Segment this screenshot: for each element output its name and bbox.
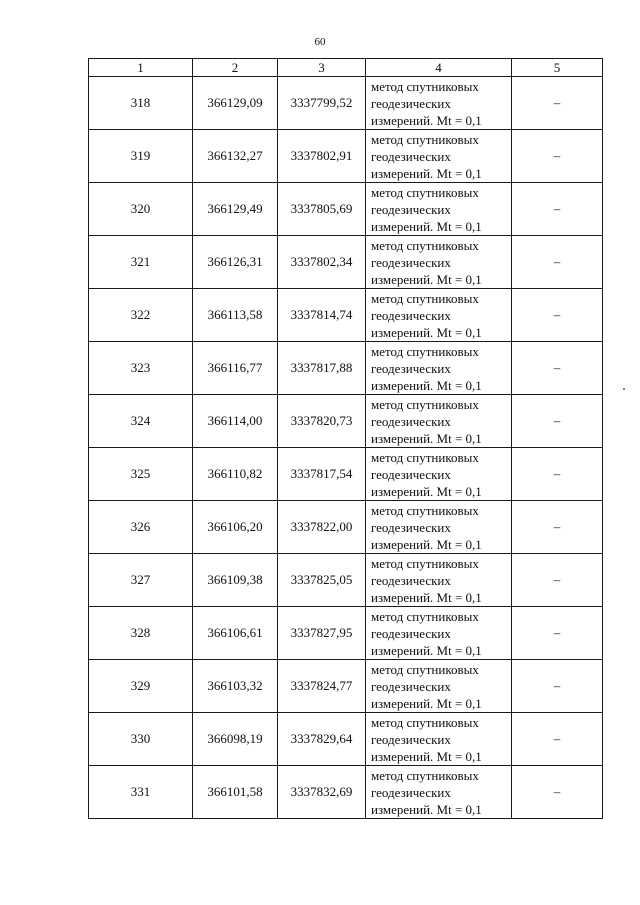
table-row <box>89 554 603 607</box>
method-text-line: измерений. Mt = 0,1 <box>371 377 482 393</box>
y-coordinate-cell: 3337820,73 <box>278 395 366 448</box>
method-text-line: геодезических <box>371 360 451 376</box>
method-text-line: метод спутниковых <box>371 131 479 147</box>
method-text-line: метод спутниковых <box>371 502 479 518</box>
note-cell: – <box>512 448 603 501</box>
method-cell <box>366 395 512 448</box>
note-cell: – <box>512 236 603 289</box>
y-coordinate-cell: 3337829,64 <box>278 713 366 766</box>
method-text-line: измерений. Mt = 0,1 <box>371 165 482 181</box>
method-text-line: геодезических <box>371 148 451 164</box>
note-cell: – <box>512 607 603 660</box>
table-row <box>89 607 603 660</box>
coordinates-table <box>88 58 603 819</box>
table-row <box>89 236 603 289</box>
method-text-line: измерений. Mt = 0,1 <box>371 748 482 764</box>
method-text-line: измерений. Mt = 0,1 <box>371 324 482 340</box>
method-cell <box>366 713 512 766</box>
point-number-cell: 325 <box>89 448 193 501</box>
method-text-line: геодезических <box>371 201 451 217</box>
method-text-line: метод спутниковых <box>371 608 479 624</box>
method-text-line: геодезических <box>371 625 451 641</box>
y-coordinate-cell: 3337799,52 <box>278 77 366 130</box>
method-cell <box>366 501 512 554</box>
point-number-cell: 326 <box>89 501 193 554</box>
column-header-5: 5 <box>512 59 603 77</box>
method-cell <box>366 660 512 713</box>
method-text-line: геодезических <box>371 784 451 800</box>
method-text-line: метод спутниковых <box>371 661 479 677</box>
column-header-2: 2 <box>193 59 278 77</box>
method-cell <box>366 236 512 289</box>
method-text-line: геодезических <box>371 519 451 535</box>
method-text-line: геодезических <box>371 678 451 694</box>
table-row <box>89 713 603 766</box>
point-number-cell: 330 <box>89 713 193 766</box>
method-text-line: метод спутниковых <box>371 78 479 94</box>
point-number-cell: 327 <box>89 554 193 607</box>
table-row <box>89 448 603 501</box>
note-cell: – <box>512 183 603 236</box>
method-text-line: измерений. Mt = 0,1 <box>371 218 482 234</box>
point-number-cell: 328 <box>89 607 193 660</box>
x-coordinate-cell: 366110,82 <box>193 448 278 501</box>
table-row <box>89 766 603 819</box>
method-text-line: метод спутниковых <box>371 290 479 306</box>
method-text-line: метод спутниковых <box>371 449 479 465</box>
x-coordinate-cell: 366106,20 <box>193 501 278 554</box>
note-cell: – <box>512 77 603 130</box>
method-text-line: измерений. Mt = 0,1 <box>371 112 482 128</box>
method-text-line: метод спутниковых <box>371 555 479 571</box>
method-cell <box>366 554 512 607</box>
y-coordinate-cell: 3337805,69 <box>278 183 366 236</box>
x-coordinate-cell: 366132,27 <box>193 130 278 183</box>
table-body <box>89 77 603 819</box>
y-coordinate-cell: 3337822,00 <box>278 501 366 554</box>
note-cell: – <box>512 660 603 713</box>
method-text-line: метод спутниковых <box>371 714 479 730</box>
point-number-cell: 324 <box>89 395 193 448</box>
method-cell <box>366 607 512 660</box>
column-header-1: 1 <box>89 59 193 77</box>
method-text-line: геодезических <box>371 413 451 429</box>
method-text-line: измерений. Mt = 0,1 <box>371 536 482 552</box>
table-row <box>89 183 603 236</box>
method-cell <box>366 77 512 130</box>
note-cell: – <box>512 289 603 342</box>
x-coordinate-cell: 366116,77 <box>193 342 278 395</box>
method-text-line: метод спутниковых <box>371 184 479 200</box>
note-cell: – <box>512 501 603 554</box>
y-coordinate-cell: 3337802,91 <box>278 130 366 183</box>
table-header-row <box>89 59 603 77</box>
point-number-cell: 323 <box>89 342 193 395</box>
x-coordinate-cell: 366114,00 <box>193 395 278 448</box>
note-cell: – <box>512 713 603 766</box>
method-text-line: метод спутниковых <box>371 396 479 412</box>
y-coordinate-cell: 3337802,34 <box>278 236 366 289</box>
method-cell <box>366 448 512 501</box>
method-text-line: измерений. Mt = 0,1 <box>371 801 482 817</box>
method-text-line: измерений. Mt = 0,1 <box>371 271 482 287</box>
method-text-line: геодезических <box>371 731 451 747</box>
note-cell: – <box>512 130 603 183</box>
method-cell <box>366 183 512 236</box>
point-number-cell: 329 <box>89 660 193 713</box>
y-coordinate-cell: 3337817,54 <box>278 448 366 501</box>
method-text-line: метод спутниковых <box>371 767 479 783</box>
x-coordinate-cell: 366129,09 <box>193 77 278 130</box>
method-text-line: метод спутниковых <box>371 237 479 253</box>
method-cell <box>366 766 512 819</box>
table-row <box>89 395 603 448</box>
scan-dot <box>623 388 625 390</box>
method-text-line: геодезических <box>371 307 451 323</box>
table-row <box>89 130 603 183</box>
point-number-cell: 331 <box>89 766 193 819</box>
point-number-cell: 322 <box>89 289 193 342</box>
point-number-cell: 320 <box>89 183 193 236</box>
method-text-line: геодезических <box>371 254 451 270</box>
column-header-3: 3 <box>278 59 366 77</box>
note-cell: – <box>512 766 603 819</box>
method-text-line: геодезических <box>371 572 451 588</box>
x-coordinate-cell: 366103,32 <box>193 660 278 713</box>
note-cell: – <box>512 554 603 607</box>
method-cell <box>366 342 512 395</box>
page-number: 60 <box>314 36 326 48</box>
point-number-cell: 318 <box>89 77 193 130</box>
y-coordinate-cell: 3337827,95 <box>278 607 366 660</box>
x-coordinate-cell: 366106,61 <box>193 607 278 660</box>
column-header-4: 4 <box>366 59 512 77</box>
method-text-line: геодезических <box>371 95 451 111</box>
point-number-cell: 321 <box>89 236 193 289</box>
table-row <box>89 501 603 554</box>
method-text-line: измерений. Mt = 0,1 <box>371 642 482 658</box>
method-text-line: измерений. Mt = 0,1 <box>371 430 482 446</box>
note-cell: – <box>512 342 603 395</box>
point-number-cell: 319 <box>89 130 193 183</box>
table-row <box>89 77 603 130</box>
y-coordinate-cell: 3337817,88 <box>278 342 366 395</box>
table-row <box>89 660 603 713</box>
x-coordinate-cell: 366129,49 <box>193 183 278 236</box>
x-coordinate-cell: 366109,38 <box>193 554 278 607</box>
x-coordinate-cell: 366098,19 <box>193 713 278 766</box>
method-cell <box>366 289 512 342</box>
method-cell <box>366 130 512 183</box>
y-coordinate-cell: 3337832,69 <box>278 766 366 819</box>
y-coordinate-cell: 3337825,05 <box>278 554 366 607</box>
method-text-line: метод спутниковых <box>371 343 479 359</box>
method-text-line: геодезических <box>371 466 451 482</box>
method-text-line: измерений. Mt = 0,1 <box>371 695 482 711</box>
x-coordinate-cell: 366101,58 <box>193 766 278 819</box>
y-coordinate-cell: 3337814,74 <box>278 289 366 342</box>
x-coordinate-cell: 366113,58 <box>193 289 278 342</box>
table-row <box>89 289 603 342</box>
method-text-line: измерений. Mt = 0,1 <box>371 589 482 605</box>
table-row <box>89 342 603 395</box>
x-coordinate-cell: 366126,31 <box>193 236 278 289</box>
method-text-line: измерений. Mt = 0,1 <box>371 483 482 499</box>
note-cell: – <box>512 395 603 448</box>
y-coordinate-cell: 3337824,77 <box>278 660 366 713</box>
